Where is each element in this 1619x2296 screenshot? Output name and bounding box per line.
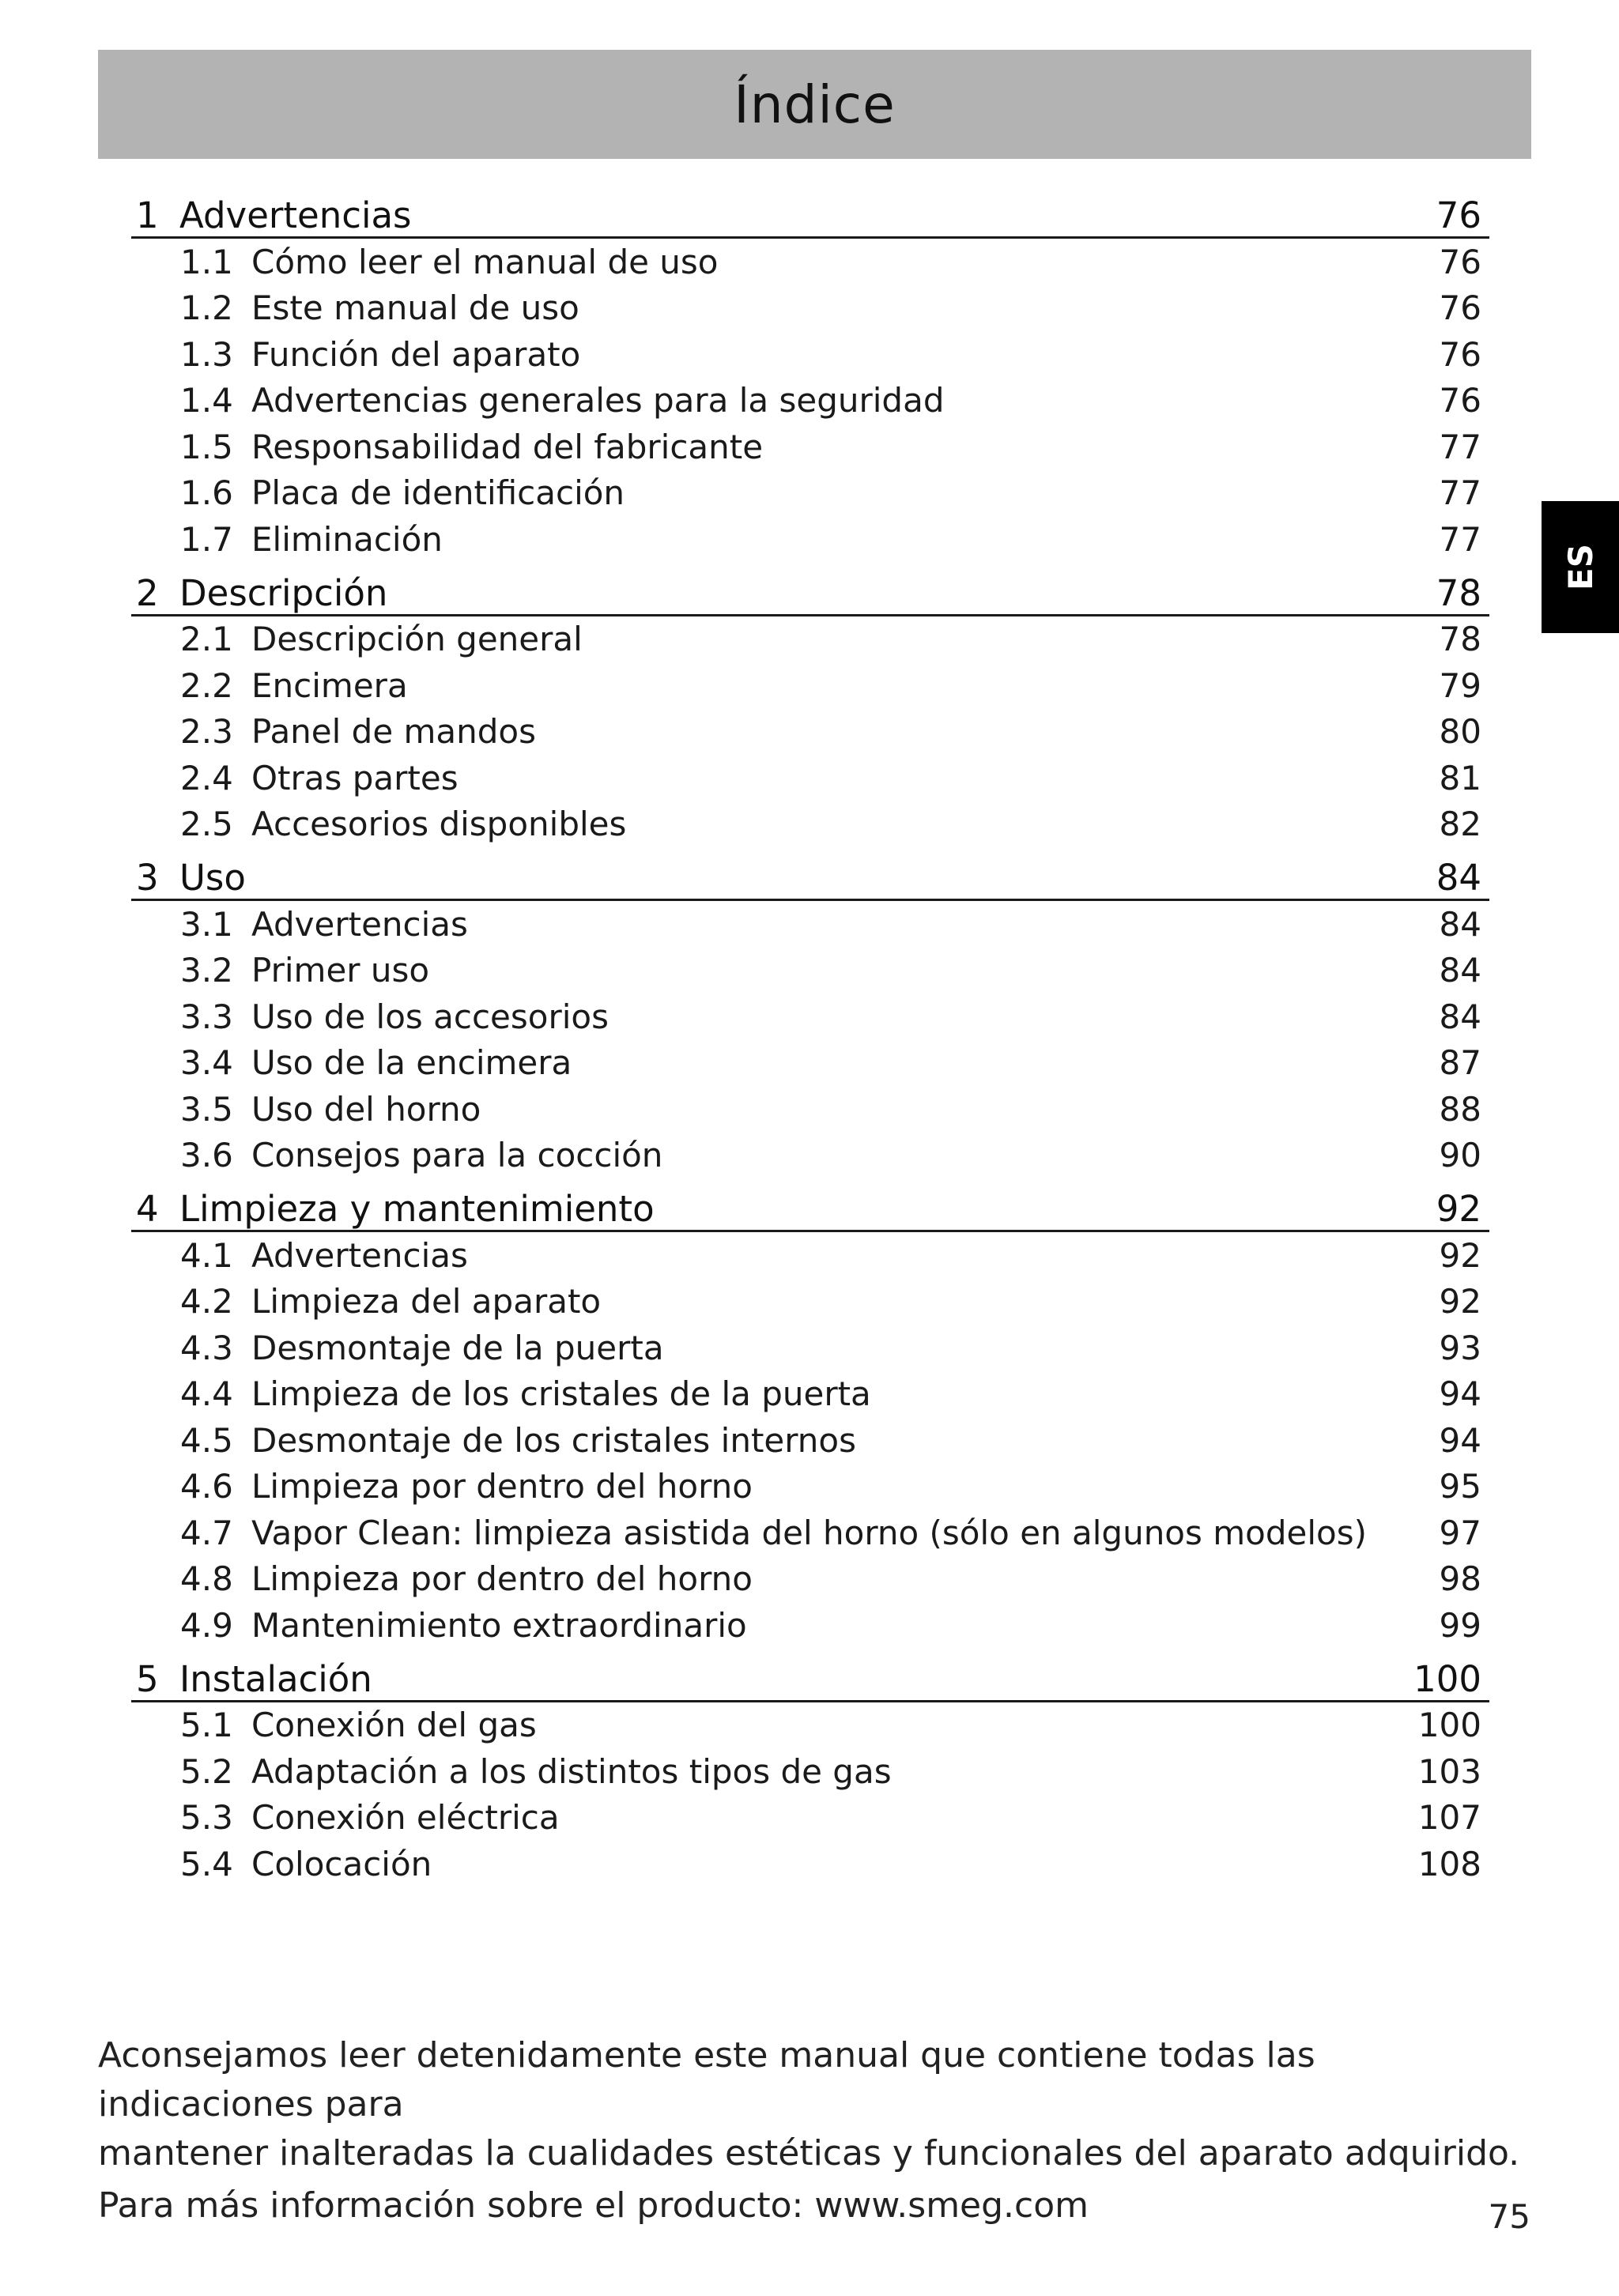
toc-subsection-page: 100 bbox=[1417, 1706, 1481, 1745]
toc-subsection-page: 76 bbox=[1439, 334, 1481, 374]
toc-section-title: Uso bbox=[179, 857, 246, 899]
toc-subsection[interactable] bbox=[131, 1325, 1489, 1371]
toc-subsection-title: Primer uso bbox=[251, 951, 430, 990]
toc-subsection-label bbox=[180, 905, 468, 944]
toc-subsection-number: 2.3 bbox=[180, 712, 233, 752]
toc-subsection-title: Advertencias bbox=[251, 1235, 468, 1275]
table-of-contents bbox=[131, 185, 1489, 1887]
toc-subsection-title: Conexión del gas bbox=[251, 1706, 537, 1745]
toc-subsection-page: 87 bbox=[1439, 1043, 1481, 1083]
toc-subsection[interactable] bbox=[131, 1133, 1489, 1179]
toc-subsection[interactable] bbox=[131, 331, 1489, 378]
toc-subsection-page: 95 bbox=[1439, 1467, 1481, 1506]
toc-section-title: Limpieza y mantenimiento bbox=[179, 1188, 655, 1230]
toc-section-label bbox=[136, 857, 246, 899]
toc-subsection-title: Adaptación a los distintos tipos de gas bbox=[251, 1751, 892, 1791]
toc-subsection-page: 84 bbox=[1439, 904, 1481, 944]
toc-subsection[interactable] bbox=[131, 662, 1489, 709]
title-bar bbox=[98, 50, 1531, 159]
toc-section-title: Advertencias bbox=[179, 194, 412, 236]
toc-subsection-label bbox=[180, 1136, 662, 1174]
toc-subsection-label bbox=[180, 1559, 753, 1598]
toc-subsection-number: 1.3 bbox=[180, 334, 233, 374]
toc-subsection-number: 3.3 bbox=[180, 997, 233, 1036]
toc-subsection-title: Limpieza de los cristales de la puerta bbox=[251, 1374, 871, 1414]
toc-subsection-number: 5.3 bbox=[180, 1798, 233, 1838]
toc-subsection-number: 5.4 bbox=[180, 1844, 233, 1883]
toc-subsection[interactable] bbox=[131, 1371, 1489, 1418]
toc-section bbox=[131, 185, 1489, 563]
toc-section-label bbox=[136, 1658, 372, 1700]
toc-subsection-list bbox=[131, 901, 1489, 1178]
toc-subsection-label bbox=[180, 1845, 432, 1883]
toc-subsection-number: 3.4 bbox=[180, 1043, 233, 1083]
toc-subsection-title: Otras partes bbox=[251, 758, 459, 797]
toc-subsection-number: 3.6 bbox=[180, 1136, 233, 1175]
toc-subsection-number: 4.1 bbox=[180, 1235, 233, 1275]
toc-subsection-label bbox=[180, 666, 408, 705]
toc-subsection-number: 3.1 bbox=[180, 904, 233, 944]
toc-subsection-label bbox=[180, 381, 944, 420]
toc-subsection-label bbox=[180, 1467, 753, 1506]
toc-subsection-page: 103 bbox=[1417, 1751, 1481, 1791]
toc-subsection-number: 4.6 bbox=[180, 1467, 233, 1506]
toc-subsection-number: 1.4 bbox=[180, 381, 233, 420]
toc-subsection-title: Conexión eléctrica bbox=[251, 1798, 560, 1838]
toc-subsection[interactable] bbox=[131, 1556, 1489, 1603]
toc-subsection[interactable] bbox=[131, 239, 1489, 285]
toc-subsection[interactable] bbox=[131, 424, 1489, 470]
toc-subsection-page: 108 bbox=[1417, 1844, 1481, 1883]
toc-subsection-title: Cómo leer el manual de uso bbox=[251, 242, 719, 281]
toc-subsection-number: 5.2 bbox=[180, 1751, 233, 1791]
toc-section-title: Descripción bbox=[179, 571, 388, 614]
language-tab-label: ES bbox=[1561, 544, 1600, 590]
toc-subsection-page: 92 bbox=[1439, 1235, 1481, 1275]
toc-subsection[interactable] bbox=[131, 709, 1489, 756]
toc-subsection[interactable] bbox=[131, 1748, 1489, 1795]
toc-subsection-page: 99 bbox=[1439, 1605, 1481, 1645]
toc-subsection[interactable] bbox=[131, 1795, 1489, 1842]
toc-subsection-number: 3.2 bbox=[180, 951, 233, 990]
toc-subsection[interactable] bbox=[131, 1232, 1489, 1279]
toc-subsection-page: 94 bbox=[1439, 1420, 1481, 1460]
toc-subsection-title: Limpieza del aparato bbox=[251, 1282, 602, 1321]
toc-subsection-title: Descripción general bbox=[251, 620, 583, 659]
toc-subsection-number: 2.2 bbox=[180, 665, 233, 705]
toc-subsection-page: 93 bbox=[1439, 1328, 1481, 1367]
toc-subsection-label bbox=[180, 1421, 856, 1460]
toc-subsection-title: Uso de los accesorios bbox=[251, 997, 609, 1036]
toc-section-heading[interactable] bbox=[131, 847, 1489, 901]
toc-subsection[interactable] bbox=[131, 1040, 1489, 1087]
toc-subsection-label bbox=[180, 1329, 664, 1367]
toc-subsection-number: 1.7 bbox=[180, 519, 233, 559]
toc-subsection-page: 92 bbox=[1439, 1282, 1481, 1321]
toc-subsection-label bbox=[180, 243, 719, 281]
toc-subsection-number: 4.2 bbox=[180, 1282, 233, 1321]
toc-subsection[interactable] bbox=[131, 516, 1489, 563]
toc-subsection-title: Vapor Clean: limpieza asistida del horno (sólo en algunos modelos) bbox=[251, 1513, 1367, 1552]
toc-subsection-label bbox=[180, 520, 443, 559]
toc-subsection-number: 5.1 bbox=[180, 1706, 233, 1745]
toc-subsection-number: 3.5 bbox=[180, 1089, 233, 1129]
toc-subsection-number: 4.5 bbox=[180, 1420, 233, 1460]
toc-subsection-page: 76 bbox=[1439, 381, 1481, 420]
toc-subsection-page: 80 bbox=[1439, 712, 1481, 752]
toc-subsection-label bbox=[180, 759, 459, 797]
toc-subsection-label bbox=[180, 805, 626, 843]
toc-subsection[interactable] bbox=[131, 1510, 1489, 1556]
toc-subsection-list bbox=[131, 1232, 1489, 1649]
toc-subsection[interactable] bbox=[131, 616, 1489, 663]
toc-subsection-title: Desmontaje de los cristales internos bbox=[251, 1420, 856, 1460]
toc-subsection-number: 1.1 bbox=[180, 242, 233, 281]
toc-subsection[interactable] bbox=[131, 1841, 1489, 1887]
toc-subsection-list bbox=[131, 1702, 1489, 1887]
toc-section-number: 3 bbox=[136, 857, 159, 899]
toc-section bbox=[131, 1649, 1489, 1887]
toc-subsection[interactable] bbox=[131, 901, 1489, 948]
toc-subsection-page: 76 bbox=[1439, 288, 1481, 328]
toc-subsection-label bbox=[180, 1798, 560, 1837]
toc-subsection-label bbox=[180, 1706, 537, 1744]
toc-subsection-title: Desmontaje de la puerta bbox=[251, 1328, 664, 1367]
toc-section-number: 1 bbox=[136, 194, 159, 236]
toc-section-number: 4 bbox=[136, 1188, 159, 1230]
toc-section-page: 78 bbox=[1436, 571, 1481, 614]
toc-subsection[interactable] bbox=[131, 755, 1489, 801]
toc-subsection-title: Accesorios disponibles bbox=[251, 805, 627, 844]
toc-subsection-title: Placa de identificación bbox=[251, 473, 625, 513]
toc-section-page: 84 bbox=[1436, 857, 1481, 899]
toc-subsection-number: 2.5 bbox=[180, 805, 233, 844]
toc-section-label bbox=[136, 1188, 655, 1230]
toc-subsection-page: 77 bbox=[1439, 519, 1481, 559]
toc-subsection-list bbox=[131, 239, 1489, 563]
toc-subsection-list bbox=[131, 616, 1489, 848]
toc-subsection-label bbox=[180, 951, 429, 990]
toc-subsection-title: Colocación bbox=[251, 1844, 432, 1883]
toc-subsection-number: 4.9 bbox=[180, 1605, 233, 1645]
toc-subsection-label bbox=[180, 1236, 468, 1275]
toc-subsection[interactable] bbox=[131, 801, 1489, 848]
info-line: Para más información sobre el producto: www.smeg.com bbox=[98, 2185, 1089, 2226]
toc-subsection-number: 4.4 bbox=[180, 1374, 233, 1414]
toc-subsection[interactable] bbox=[131, 378, 1489, 424]
toc-subsection-label bbox=[180, 1374, 871, 1413]
toc-subsection-title: Responsabilidad del fabricante bbox=[251, 427, 764, 466]
toc-subsection-title: Mantenimiento extraordinario bbox=[251, 1605, 747, 1645]
toc-subsection[interactable] bbox=[131, 948, 1489, 994]
toc-subsection-label bbox=[180, 428, 763, 466]
toc-subsection-page: 90 bbox=[1439, 1136, 1481, 1175]
toc-section bbox=[131, 847, 1489, 1178]
toc-subsection-number: 2.4 bbox=[180, 758, 233, 797]
toc-subsection-page: 97 bbox=[1439, 1513, 1481, 1552]
toc-subsection[interactable] bbox=[131, 285, 1489, 332]
toc-subsection-number: 1.5 bbox=[180, 427, 233, 466]
toc-subsection[interactable] bbox=[131, 1702, 1489, 1749]
toc-section-heading[interactable] bbox=[131, 1178, 1489, 1232]
toc-subsection-page: 84 bbox=[1439, 951, 1481, 990]
toc-subsection-title: Limpieza por dentro del horno bbox=[251, 1559, 753, 1599]
toc-section bbox=[131, 563, 1489, 848]
toc-section-heading[interactable] bbox=[131, 185, 1489, 239]
toc-subsection-title: Uso del horno bbox=[251, 1089, 481, 1129]
toc-subsection-title: Función del aparato bbox=[251, 334, 581, 374]
toc-section-label bbox=[136, 194, 412, 236]
toc-subsection-title: Limpieza por dentro del horno bbox=[251, 1467, 753, 1506]
toc-subsection-label bbox=[180, 1606, 747, 1645]
toc-subsection-number: 2.1 bbox=[180, 620, 233, 659]
toc-subsection-title: Encimera bbox=[251, 665, 408, 705]
language-tab bbox=[1542, 501, 1619, 633]
toc-subsection-page: 78 bbox=[1439, 620, 1481, 659]
advice-line-2: mantener inalteradas la cualidades estéticas y funcionales del aparato adquirido. bbox=[98, 2133, 1520, 2173]
toc-subsection-number: 1.2 bbox=[180, 288, 233, 328]
footer-note bbox=[98, 2031, 1531, 2230]
toc-subsection-number: 4.7 bbox=[180, 1513, 233, 1552]
toc-subsection-page: 94 bbox=[1439, 1374, 1481, 1414]
toc-subsection[interactable] bbox=[131, 470, 1489, 517]
toc-subsection-page: 77 bbox=[1439, 473, 1481, 513]
toc-section-title: Instalación bbox=[179, 1657, 372, 1700]
toc-subsection-label bbox=[180, 1090, 481, 1129]
toc-subsection-title: Eliminación bbox=[251, 519, 443, 559]
advice-line-1: Aconsejamos leer detenidamente este manual que contiene todas las indicaciones para bbox=[98, 2035, 1315, 2124]
toc-subsection-title: Advertencias bbox=[251, 904, 468, 944]
toc-subsection-title: Uso de la encimera bbox=[251, 1043, 572, 1083]
toc-subsection[interactable] bbox=[131, 993, 1489, 1040]
toc-subsection-number: 1.6 bbox=[180, 473, 233, 513]
toc-subsection-page: 98 bbox=[1439, 1559, 1481, 1599]
toc-subsection-label bbox=[180, 1043, 572, 1082]
toc-section-page: 76 bbox=[1436, 194, 1481, 236]
toc-subsection-title: Advertencias generales para la seguridad bbox=[251, 381, 945, 420]
toc-subsection-page: 107 bbox=[1417, 1798, 1481, 1838]
toc-subsection-label bbox=[180, 1514, 1367, 1552]
toc-subsection-number: 4.3 bbox=[180, 1328, 233, 1367]
toc-subsection-label bbox=[180, 1282, 601, 1321]
toc-subsection-label bbox=[180, 1752, 892, 1791]
toc-subsection-page: 77 bbox=[1439, 427, 1481, 466]
toc-subsection[interactable] bbox=[131, 1602, 1489, 1649]
toc-subsection[interactable] bbox=[131, 1417, 1489, 1464]
toc-section-heading[interactable] bbox=[131, 1649, 1489, 1702]
toc-section-page: 100 bbox=[1413, 1657, 1481, 1700]
toc-subsection-page: 79 bbox=[1439, 665, 1481, 705]
toc-subsection-label bbox=[180, 712, 536, 751]
toc-section bbox=[131, 1178, 1489, 1649]
toc-subsection-page: 82 bbox=[1439, 805, 1481, 844]
toc-subsection-label bbox=[180, 335, 580, 374]
toc-subsection-title: Consejos para la cocción bbox=[251, 1136, 663, 1175]
toc-section-heading[interactable] bbox=[131, 563, 1489, 616]
toc-subsection-label bbox=[180, 288, 579, 327]
toc-subsection[interactable] bbox=[131, 1464, 1489, 1510]
toc-subsection-page: 81 bbox=[1439, 758, 1481, 797]
page-title: Índice bbox=[734, 74, 896, 135]
toc-section-number: 2 bbox=[136, 571, 159, 614]
toc-subsection[interactable] bbox=[131, 1086, 1489, 1133]
toc-section-number: 5 bbox=[136, 1657, 159, 1700]
toc-section-label bbox=[136, 572, 387, 614]
toc-subsection-page: 76 bbox=[1439, 242, 1481, 281]
toc-subsection-label bbox=[180, 997, 609, 1036]
toc-subsection-label bbox=[180, 620, 583, 658]
toc-subsection-page: 84 bbox=[1439, 997, 1481, 1036]
toc-subsection-title: Panel de mandos bbox=[251, 712, 537, 752]
page-number: 75 bbox=[1488, 2197, 1530, 2236]
toc-subsection-number: 4.8 bbox=[180, 1559, 233, 1599]
toc-section-page: 92 bbox=[1436, 1188, 1481, 1230]
toc-subsection-label bbox=[180, 473, 625, 512]
toc-subsection[interactable] bbox=[131, 1279, 1489, 1325]
toc-subsection-page: 88 bbox=[1439, 1089, 1481, 1129]
toc-subsection-title: Este manual de uso bbox=[251, 288, 579, 328]
